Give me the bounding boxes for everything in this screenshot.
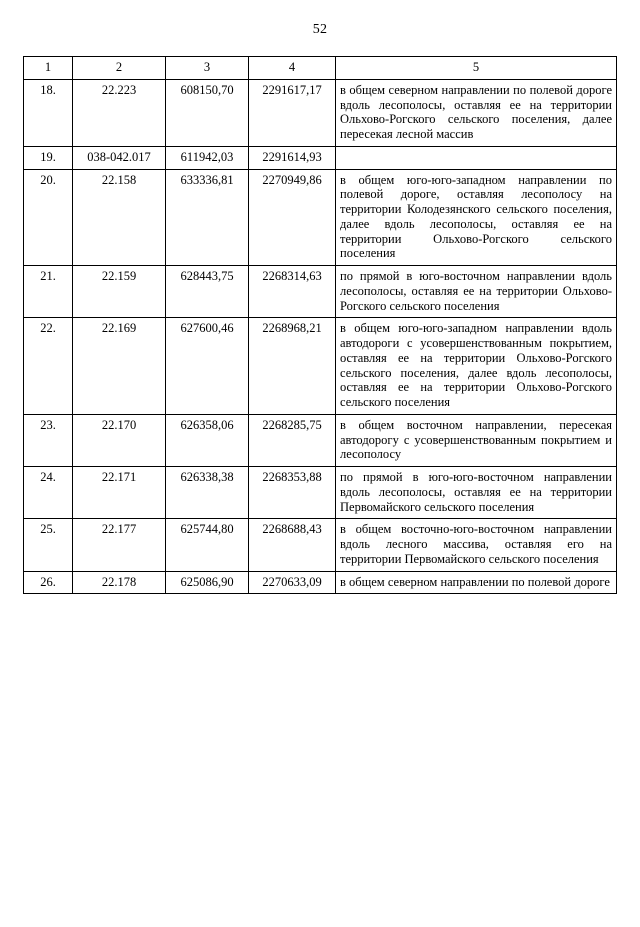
document-page [0,22,640,927]
row-coordinate-x: 628443,75 [166,266,249,318]
row-code: 22.177 [73,519,166,571]
row-coordinate-y: 2268285,75 [249,414,336,466]
row-code: 22.169 [73,318,166,415]
row-description: в общем юго-юго-западном направлении вдоль автодороги с усовершенствованным покрытием, оставляя ее на территории Ольхово-Рогского сельского поселения, далее вдоль лесополосы, оставляя ее на территории Ольхово-Рогского сельского поселения [336,318,617,415]
row-number: 23. [24,414,73,466]
column-header-5: 5 [336,57,617,80]
row-code: 22.158 [73,169,166,266]
row-coordinate-x: 625086,90 [166,571,249,594]
row-coordinate-y: 2268314,63 [249,266,336,318]
row-code: 22.170 [73,414,166,466]
row-coordinate-y: 2291614,93 [249,146,336,169]
row-description: в общем северном направлении по полевой дороге [336,571,617,594]
row-description: в общем юго-юго-западном направлении по полевой дороге, оставляя лесополосу на территории Колодезянского сельского поселения, далее вдоль лесополосы, оставляя ее на территории Ольхово-Рогского сельского поселения [336,169,617,266]
column-header-2: 2 [73,57,166,80]
row-coordinate-y: 2268968,21 [249,318,336,415]
page-number: 52 [312,22,328,37]
row-code: 22.223 [73,79,166,146]
coordinates-table [23,56,617,594]
row-coordinate-y: 2270949,86 [249,169,336,266]
row-number: 25. [24,519,73,571]
row-coordinate-x: 633336,81 [166,169,249,266]
row-coordinate-y: 2291617,17 [249,79,336,146]
row-code: 22.171 [73,467,166,519]
row-code: 22.178 [73,571,166,594]
table-row [24,146,617,169]
table-row [24,318,617,415]
table-row [24,414,617,466]
table-header-row [24,57,617,80]
row-description: по прямой в юго-восточном направлении вдоль лесополосы, оставляя ее на территории Ольхово-Рогского сельского поселения [336,266,617,318]
table-row [24,266,617,318]
row-coordinate-y: 2268688,43 [249,519,336,571]
table-row [24,467,617,519]
row-description: в общем северном направлении по полевой дороге вдоль лесополосы, оставляя ее на территории Ольхово-Рогского сельского поселения, далее пересекая лесной массив [336,79,617,146]
row-coordinate-x: 626338,38 [166,467,249,519]
row-number: 20. [24,169,73,266]
column-header-1: 1 [24,57,73,80]
row-number: 19. [24,146,73,169]
table-row [24,169,617,266]
row-coordinate-x: 626358,06 [166,414,249,466]
row-number: 22. [24,318,73,415]
table-row [24,519,617,571]
row-code: 22.159 [73,266,166,318]
column-header-4: 4 [249,57,336,80]
row-description: в общем восточном направлении, пересекая автодорогу с усовершенствованным покрытием и лесополосу [336,414,617,466]
row-coordinate-x: 627600,46 [166,318,249,415]
row-coordinate-y: 2268353,88 [249,467,336,519]
row-number: 18. [24,79,73,146]
row-code: 038-042.017 [73,146,166,169]
row-coordinate-y: 2270633,09 [249,571,336,594]
row-description [336,146,617,169]
row-description: по прямой в юго-юго-восточном направлении вдоль лесополосы, оставляя ее на территории Первомайского сельского поселения [336,467,617,519]
column-header-3: 3 [166,57,249,80]
row-number: 21. [24,266,73,318]
row-coordinate-x: 608150,70 [166,79,249,146]
row-number: 26. [24,571,73,594]
row-coordinate-x: 611942,03 [166,146,249,169]
row-number: 24. [24,467,73,519]
table-row [24,79,617,146]
table-row [24,571,617,594]
row-coordinate-x: 625744,80 [166,519,249,571]
row-description: в общем восточно-юго-восточном направлении вдоль лесного массива, оставляя его на территории Первомайского сельского поселения [336,519,617,571]
